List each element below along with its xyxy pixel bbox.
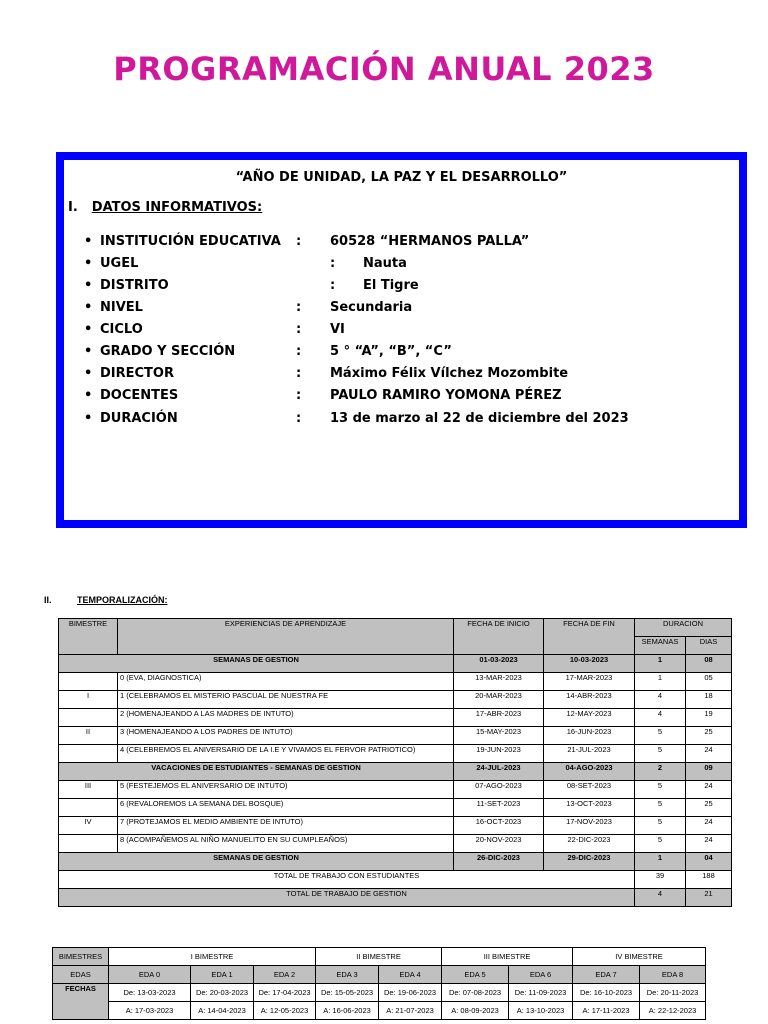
info-row bbox=[84, 300, 724, 318]
table-cell: A: 14-04-2023 bbox=[191, 1002, 254, 1020]
table-cell: 24-JUL-2023 bbox=[454, 763, 544, 781]
table-cell: 4 (CELEBREMOS EL ANIVERSARIO DE LA I.E Y VIVAMOS EL FERVOR PATRIOTICO) bbox=[118, 745, 454, 763]
table-cell: 22-DIC-2023 bbox=[544, 835, 635, 853]
info-colon: : bbox=[330, 278, 336, 293]
table-cell: 05 bbox=[686, 673, 732, 691]
table-row bbox=[59, 655, 732, 673]
table-cell: IV bbox=[59, 817, 118, 835]
table-cell: 5 bbox=[635, 781, 686, 799]
table-cell: 11-SET-2023 bbox=[454, 799, 544, 817]
table-row bbox=[53, 1002, 706, 1020]
table-cell: 01-03-2023 bbox=[454, 655, 544, 673]
table-cell: BIMESTRES bbox=[53, 948, 109, 966]
table-cell: 26-DIC-2023 bbox=[454, 853, 544, 871]
table-row bbox=[59, 871, 732, 889]
table-cell: 08 bbox=[686, 655, 732, 673]
table-cell: 5 (FESTEJEMOS EL ANIVERSARIO DE INTUTO) bbox=[118, 781, 454, 799]
table-row bbox=[59, 727, 732, 745]
table-cell: 10-03-2023 bbox=[544, 655, 635, 673]
table-cell: 13-OCT-2023 bbox=[544, 799, 635, 817]
table-cell: FECHA DE INICIO bbox=[454, 619, 544, 655]
info-label: INSTITUCIÓN EDUCATIVA bbox=[100, 234, 281, 249]
bullet-icon: • bbox=[84, 234, 93, 249]
bullet-icon: • bbox=[84, 388, 93, 403]
table-cell: 17-NOV-2023 bbox=[544, 817, 635, 835]
info-colon: : bbox=[296, 300, 302, 315]
table-row bbox=[59, 691, 732, 709]
table-row bbox=[59, 817, 732, 835]
info-value: Nauta bbox=[363, 256, 407, 271]
table-cell: FECHA DE FIN bbox=[544, 619, 635, 655]
table-cell: IV BIMESTRE bbox=[573, 948, 706, 966]
info-colon: : bbox=[296, 322, 302, 337]
info-colon: : bbox=[330, 256, 336, 271]
info-colon: : bbox=[296, 344, 302, 359]
table-cell bbox=[59, 709, 118, 727]
table-cell: DIAS bbox=[686, 637, 732, 655]
table-row bbox=[53, 984, 706, 1002]
table-cell: FECHAS bbox=[53, 984, 109, 1020]
table-cell: 17-ABR-2023 bbox=[454, 709, 544, 727]
table-cell: 2 (HOMENAJEANDO A LAS MADRES DE INTUTO) bbox=[118, 709, 454, 727]
table-cell: 1 bbox=[635, 853, 686, 871]
table-cell: 1 (CELEBRAMOS EL MISTERIO PASCUAL DE NUESTRA FE bbox=[118, 691, 454, 709]
edas-table bbox=[52, 947, 706, 1020]
table-cell: SEMANAS DE GESTION bbox=[59, 853, 454, 871]
info-label: UGEL bbox=[100, 256, 139, 271]
info-value: VI bbox=[330, 322, 345, 337]
table-cell: 12-MAY-2023 bbox=[544, 709, 635, 727]
table-row bbox=[59, 763, 732, 781]
table-cell: VACACIONES DE ESTUDIANTES - SEMANAS DE GESTION bbox=[59, 763, 454, 781]
table-cell: EDA 5 bbox=[442, 966, 509, 984]
table-cell: TOTAL DE TRABAJO CON ESTUDIANTES bbox=[59, 871, 635, 889]
info-colon: : bbox=[296, 234, 302, 249]
table-cell: 5 bbox=[635, 799, 686, 817]
table-cell bbox=[59, 799, 118, 817]
table-cell: A: 17-11-2023 bbox=[573, 1002, 640, 1020]
table-cell: EDA 0 bbox=[109, 966, 191, 984]
table-cell: EDA 1 bbox=[191, 966, 254, 984]
table-cell: 6 (REVALOREMOS LA SEMANA DEL BOSQUE) bbox=[118, 799, 454, 817]
table-cell: I BIMESTRE bbox=[109, 948, 316, 966]
table-cell: 24 bbox=[686, 745, 732, 763]
table-cell: 21-JUL-2023 bbox=[544, 745, 635, 763]
table-cell: 8 (ACOMPAÑEMOS AL NIÑO MANUELITO EN SU CUMPLEAÑOS) bbox=[118, 835, 454, 853]
table-cell: 25 bbox=[686, 799, 732, 817]
table-cell: 14-ABR-2023 bbox=[544, 691, 635, 709]
table-cell: De: 20-11-2023 bbox=[640, 984, 706, 1002]
info-box bbox=[56, 152, 747, 528]
table-cell: III bbox=[59, 781, 118, 799]
bullet-icon: • bbox=[84, 411, 93, 426]
table-row bbox=[59, 619, 732, 637]
table-cell: 2 bbox=[635, 763, 686, 781]
section-2-label: TEMPORALIZACIÓN: bbox=[77, 595, 168, 605]
table-cell: 20-NOV-2023 bbox=[454, 835, 544, 853]
info-colon: : bbox=[296, 411, 302, 426]
table-cell: 19-JUN-2023 bbox=[454, 745, 544, 763]
table-cell: 188 bbox=[686, 871, 732, 889]
table-cell: EDA 8 bbox=[640, 966, 706, 984]
info-row bbox=[84, 366, 724, 384]
table-cell: De: 20-03-2023 bbox=[191, 984, 254, 1002]
table-cell: 16-JUN-2023 bbox=[544, 727, 635, 745]
table-cell: 25 bbox=[686, 727, 732, 745]
bullet-icon: • bbox=[84, 344, 93, 359]
motto: “AÑO DE UNIDAD, LA PAZ Y EL DESARROLLO” bbox=[235, 170, 568, 185]
info-label: DURACIÓN bbox=[100, 411, 178, 426]
info-row bbox=[84, 256, 724, 274]
info-value: 13 de marzo al 22 de diciembre del 2023 bbox=[330, 411, 629, 426]
table-cell: EDAS bbox=[53, 966, 109, 984]
table-cell: 04 bbox=[686, 853, 732, 871]
info-row bbox=[84, 322, 724, 340]
table-cell: EDA 2 bbox=[254, 966, 316, 984]
info-value: 60528 “HERMANOS PALLA” bbox=[330, 234, 530, 249]
temporalizacion-table bbox=[58, 618, 732, 907]
table-cell: A: 17-03-2023 bbox=[109, 1002, 191, 1020]
table-row bbox=[59, 853, 732, 871]
table-cell: EDA 6 bbox=[509, 966, 573, 984]
table-row bbox=[59, 745, 732, 763]
table-cell: 17-MAR-2023 bbox=[544, 673, 635, 691]
table-cell: A: 21-07-2023 bbox=[379, 1002, 442, 1020]
table-cell: 3 (HOMENAJEANDO A LOS PADRES DE INTUTO) bbox=[118, 727, 454, 745]
table-cell: 15-MAY-2023 bbox=[454, 727, 544, 745]
info-label: NIVEL bbox=[100, 300, 143, 315]
table-cell: De: 19-06-2023 bbox=[379, 984, 442, 1002]
table-cell: II bbox=[59, 727, 118, 745]
table-cell: 07-AGO-2023 bbox=[454, 781, 544, 799]
table-cell: A: 08-09-2023 bbox=[442, 1002, 509, 1020]
section-2-heading bbox=[44, 595, 168, 605]
table-cell: 5 bbox=[635, 835, 686, 853]
table-cell: 5 bbox=[635, 745, 686, 763]
table-cell: De: 13-03-2023 bbox=[109, 984, 191, 1002]
table-cell: De: 07-08-2023 bbox=[442, 984, 509, 1002]
table-cell: A: 12-05-2023 bbox=[254, 1002, 316, 1020]
table-cell: 5 bbox=[635, 727, 686, 745]
info-value: 5 ° “A”, “B”, “C” bbox=[330, 344, 452, 359]
table-row bbox=[59, 835, 732, 853]
info-label: DISTRITO bbox=[100, 278, 169, 293]
table-cell: 24 bbox=[686, 835, 732, 853]
table-row bbox=[59, 889, 732, 907]
info-value: Secundaria bbox=[330, 300, 413, 315]
table-cell: SEMANAS bbox=[635, 637, 686, 655]
table-cell: 39 bbox=[635, 871, 686, 889]
table-cell: 16-OCT-2023 bbox=[454, 817, 544, 835]
table-cell: A: 16-06-2023 bbox=[316, 1002, 379, 1020]
info-colon: : bbox=[296, 388, 302, 403]
table-cell: 1 bbox=[635, 673, 686, 691]
table-row bbox=[53, 966, 706, 984]
info-row bbox=[84, 388, 724, 406]
table-row bbox=[59, 781, 732, 799]
table-cell: 19 bbox=[686, 709, 732, 727]
table-cell: 09 bbox=[686, 763, 732, 781]
section-1-label: DATOS INFORMATIVOS: bbox=[91, 200, 263, 215]
table-row bbox=[59, 709, 732, 727]
table-cell bbox=[59, 835, 118, 853]
table-cell: De: 15-05-2023 bbox=[316, 984, 379, 1002]
bullet-icon: • bbox=[84, 322, 93, 337]
table-cell: EXPERIENCIAS DE APRENDIZAJE bbox=[118, 619, 454, 655]
table-row bbox=[59, 673, 732, 691]
table-cell: III BIMESTRE bbox=[442, 948, 573, 966]
bullet-icon: • bbox=[84, 256, 93, 271]
table-cell: II BIMESTRE bbox=[316, 948, 442, 966]
info-colon: : bbox=[296, 366, 302, 381]
table-cell: 13-MAR-2023 bbox=[454, 673, 544, 691]
bullet-icon: • bbox=[84, 300, 93, 315]
info-label: CICLO bbox=[100, 322, 143, 337]
info-value: Máximo Félix Vílchez Mozombite bbox=[330, 366, 569, 381]
table-cell: 08-SET-2023 bbox=[544, 781, 635, 799]
table-cell: I bbox=[59, 691, 118, 709]
table-cell: 24 bbox=[686, 817, 732, 835]
table-cell: 18 bbox=[686, 691, 732, 709]
table-cell: SEMANAS DE GESTION bbox=[59, 655, 454, 673]
table-cell: A: 22-12-2023 bbox=[640, 1002, 706, 1020]
bullet-icon: • bbox=[84, 366, 93, 381]
info-row bbox=[84, 278, 724, 296]
table-cell: DURACION bbox=[635, 619, 732, 637]
info-label: DIRECTOR bbox=[100, 366, 174, 381]
table-cell: De: 17-04-2023 bbox=[254, 984, 316, 1002]
section-2-number: II. bbox=[44, 595, 52, 605]
section-1-heading bbox=[68, 200, 262, 215]
table-cell: EDA 7 bbox=[573, 966, 640, 984]
section-1-number: I. bbox=[68, 200, 78, 215]
table-cell: 20-MAR-2023 bbox=[454, 691, 544, 709]
table-cell: EDA 4 bbox=[379, 966, 442, 984]
table-cell: 5 bbox=[635, 817, 686, 835]
info-label: DOCENTES bbox=[100, 388, 179, 403]
info-row bbox=[84, 234, 724, 252]
bullet-icon: • bbox=[84, 278, 93, 293]
table-cell: TOTAL DE TRABAJO DE GESTION bbox=[59, 889, 635, 907]
table-cell: 29-DIC-2023 bbox=[544, 853, 635, 871]
info-row bbox=[84, 411, 724, 429]
table-cell bbox=[59, 745, 118, 763]
table-cell: 7 (PROTEJAMOS EL MEDIO AMBIENTE DE INTUTO) bbox=[118, 817, 454, 835]
table-cell: 24 bbox=[686, 781, 732, 799]
table-cell: 0 (EVA, DIAGNOSTICA) bbox=[118, 673, 454, 691]
table-cell: 1 bbox=[635, 655, 686, 673]
table-cell: 4 bbox=[635, 691, 686, 709]
info-row bbox=[84, 344, 724, 362]
table-cell: 04-AGO-2023 bbox=[544, 763, 635, 781]
table-cell bbox=[59, 673, 118, 691]
info-label: GRADO Y SECCIÓN bbox=[100, 344, 236, 359]
table-cell: A: 13-10-2023 bbox=[509, 1002, 573, 1020]
table-cell: EDA 3 bbox=[316, 966, 379, 984]
table-cell: De: 16-10-2023 bbox=[573, 984, 640, 1002]
info-value: El Tigre bbox=[363, 278, 419, 293]
page-title: PROGRAMACIÓN ANUAL 2023 bbox=[113, 50, 655, 88]
table-row bbox=[59, 799, 732, 817]
table-cell: De: 11-09-2023 bbox=[509, 984, 573, 1002]
table-cell: BIMESTRE bbox=[59, 619, 118, 655]
table-cell: 4 bbox=[635, 709, 686, 727]
table-cell: 4 bbox=[635, 889, 686, 907]
info-value: PAULO RAMIRO YOMONA PÉREZ bbox=[330, 388, 562, 403]
table-cell: 21 bbox=[686, 889, 732, 907]
table-row bbox=[53, 948, 706, 966]
